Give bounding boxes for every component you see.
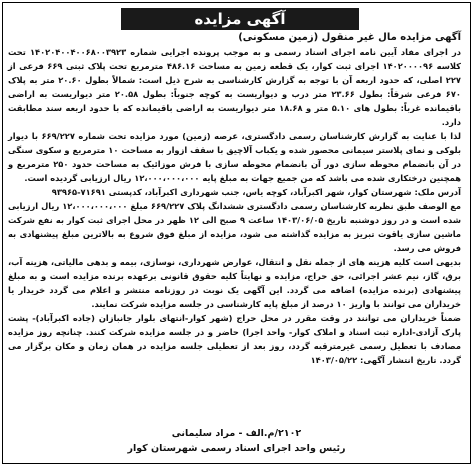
paragraph-venue-and-publication: ضمناً خریداران می توانند در وقت مقرر در محل حراج (شهر کوار-انتهای بلوار جانبازان (جاده اکبرآباد)- پشت پارک آزادی-اداره ثبت اسناد و املاک کوار- واحد اجرا) حاضر و در جلسه مزایده شرکت کنند. چنانچه روز مزایده مصادف با تعطیل رسمی غیرمترقبه گردد، روز بعد از تعطیلی جلسه مزایده در همان زمان و مکان برگزار می گردد. تاریخ انتشار آگهی: ۱۴۰۳/۰۵/۲۲ [8,313,461,365]
signature-reference: ۲۱۰۲/م.الف - مراد سلیمانی [171,428,302,439]
paragraph-expert-valuation: لذا با عنایت به گزارش کارشناسان رسمی دادگستری، عرصه (زمین) مورد مزایده تحت شماره ۶۶۹/۲۲۷ با دیوار بلوکی و نمای پلاستر سیمانی محصور شده و یکباب آلاچیق با سقف ازوار به مساحت ۱۰ مترمربع و سکوی سنگی در آن بانضمام محوطه سازی دور آن بانضمام محوطه سازی با فرش موزائیک به مساحت حدود ۲۵۰ مترمربع و همچنین درختکاری شده می باشد که من جمیع جهات به مبلغ پایه ۱۲،۰۰۰،۰۰۰،۰۰۰ ریال ارزیابی گردیده است. [8,131,462,183]
paragraph-auction-schedule: مع الوصف طبق نظریه کارشناسان رسمی دادگستری ششدانگ پلاک ۶۶۹/۲۲۷ مبلغ ۱۲،۰۰۰،۰۰۰،۰۰۰ ریال ارزیابی شده است و در روز دوشنبه تاریخ ۱۴۰۳/۰۶/۰۵ ساعت ۹ صبح الی ۱۲ ظهر در محل اجرای ثبت کوار به نفع شرکت ماشین سازی یاقوت تبریز به مزایده گذاشته می شود، مزایده از مبلغ فوق شروع به بالاترین مبلغ پیشنهادی به فروش می رسد. [8,201,461,253]
paragraph-property-description: در اجرای مفاد آیین نامه اجرای اسناد رسمی و به موجب پرونده اجرایی شماره ۱۴۰۲۰۴۰۰۴۰۰۶۸۰۰۳۹۲۳ تحت کلاسه ۱۴۰۲۰۰۰۰۹۶ اجرای ثبت کوار، یک قطعه زمین به مساحت ۴۸۶.۱۶ مترمربع تحت پلاک ثبتی ۶۶۹ فرعی از ۲۲۷ اصلی، که حدود اربعه آن با توجه به گزارش کارشناسی به شرح ذیل است: شمالاً بطول ۲۰.۶۰ متر به پلاک ۶۷۰ فرعی شرقاً: بطول ۲۳.۶۶ متر درب و دیواریست به کوچه جنوباً: بطول ۲۰.۵۸ متر دیواریست به اراضی باقیمانده غرباً: بطول های ۵.۱۰ متر و ۱۸.۶۸ متر دیواریست به اراضی باقیمانده که با حدود اربعه سند مطابقت دارد. [8,47,461,127]
notice-subtitle: آگهی مزایده مال غیر منقول (زمین مسکونی) [238,32,461,43]
paragraph-costs-and-deposit: بدیهی است کلیه هزینه های از جمله نقل و انتقال، عوارض شهرداری، نوسازی، بیمه و بدهی مالیاتی، هزینه آب، برق، گاز، نیم عشر اجرائی، حق حراج، مزایده و نهایتاً کلیه حقوق قانونی برعهده برنده مزایده است و به مبلغ پیشنهادی (برنده مزایده) اضافه می گردد. این آگهی یک نوبت در روزنامه منتشر و اعلام می گردد خریدار یا خریداران می توانند با واریز ۱۰ درصد از مبلغ پایه کارشناسی در جلسه مزایده شرکت نمایند. [8,257,461,309]
signature-title: رئیس واحد اجرای اسناد رسمی شهرستان کوار [127,443,346,454]
paragraph-property-address: آدرس ملک: شهرستان کوار، شهر اکبرآباد، کوچه یاس، جنب شهرداری اکبرآباد، کدپستی ۷۱۶۹۱-۹۳۹۶۵ [51,187,461,197]
notice-body [8,31,461,367]
notice-title: آگهی مزایده [121,8,359,30]
signature-block [60,426,413,456]
